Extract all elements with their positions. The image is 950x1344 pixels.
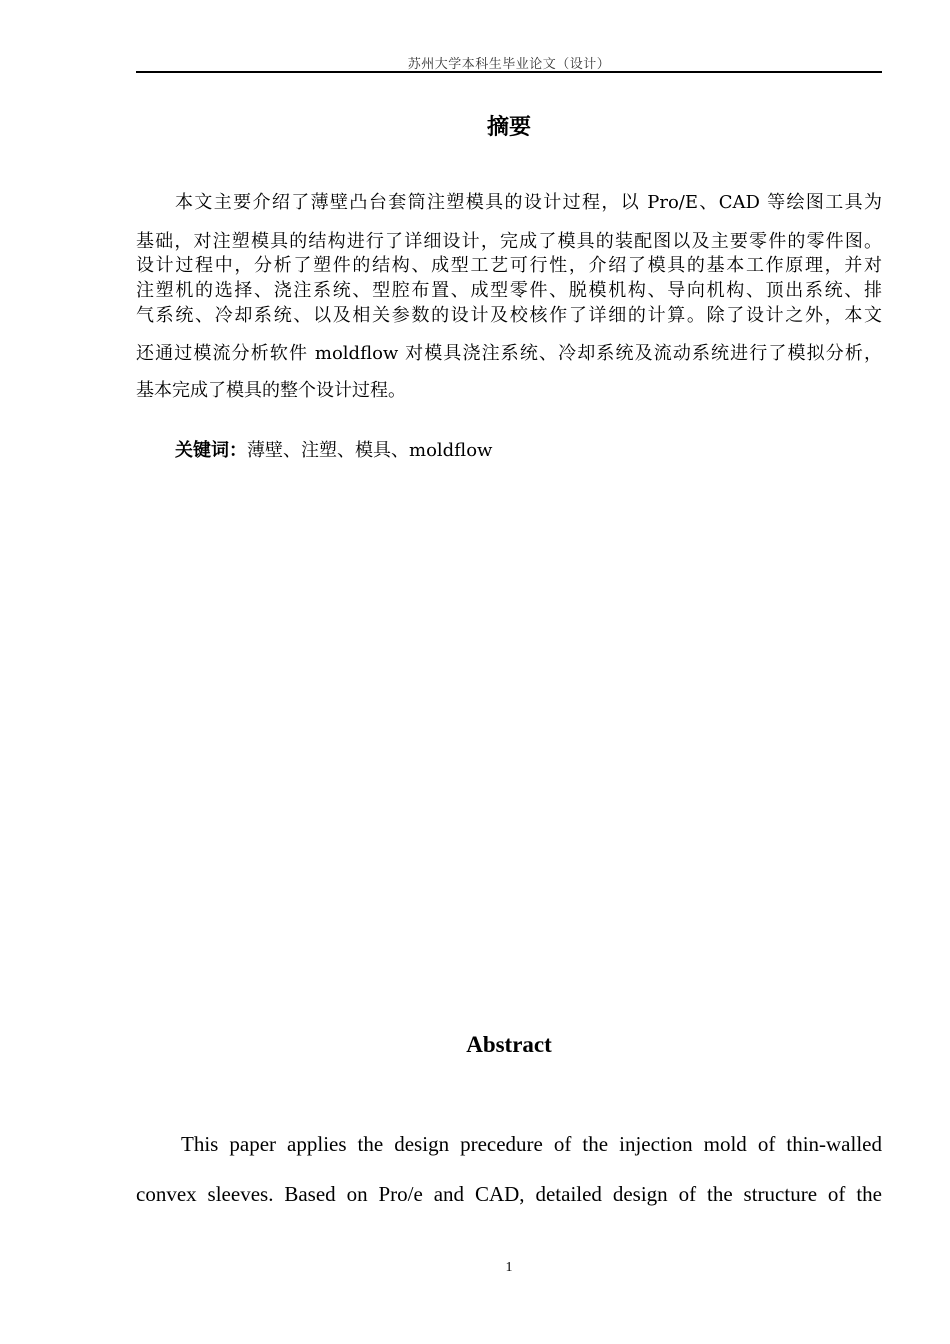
abstract-en-line: This paper applies the design precedure of the injection mold of thin-walled xyxy=(181,1132,882,1156)
page-number: 1 xyxy=(505,1260,513,1275)
keywords-label: 关键词： xyxy=(175,440,247,461)
keywords xyxy=(175,436,492,462)
abstract-cn-line: 气系统、冷却系统、以及相关参数的设计及校核作了详细的计算。除了设计之外，本文 xyxy=(136,305,882,326)
abstract-en-line: convex sleeves. Based on Pro/e and CAD, detailed design of the structure of the xyxy=(136,1182,882,1206)
header-rule xyxy=(136,71,882,73)
abstract-cn-line: 还通过模流分析软件 moldflow 对模具浇注系统、冷却系统及流动系统进行了模拟分析， xyxy=(136,343,882,364)
abstract-cn-line: 设计过程中，分析了塑件的结构、成型工艺可行性，介绍了模具的基本工作原理，并对 xyxy=(136,255,882,276)
abstract-en-title: Abstract xyxy=(466,1032,552,1057)
abstract-cn-line: 基础，对注塑模具的结构进行了详细设计，完成了模具的装配图以及主要零件的零件图。 xyxy=(136,231,882,252)
keywords-text: 薄壁、注塑、模具、moldflow xyxy=(247,440,493,461)
abstract-cn-line: 基本完成了模具的整个设计过程。 xyxy=(136,380,406,401)
abstract-cn-title: 摘要 xyxy=(486,114,531,140)
abstract-cn-line: 本文主要介绍了薄壁凸台套筒注塑模具的设计过程，以 Pro/E、CAD 等绘图工具为 xyxy=(175,192,882,213)
running-header: 苏州大学本科生毕业论文（设计） xyxy=(407,57,611,72)
abstract-cn-line: 注塑机的选择、浇注系统、型腔布置、成型零件、脱模机构、导向机构、顶出系统、排 xyxy=(136,280,882,301)
